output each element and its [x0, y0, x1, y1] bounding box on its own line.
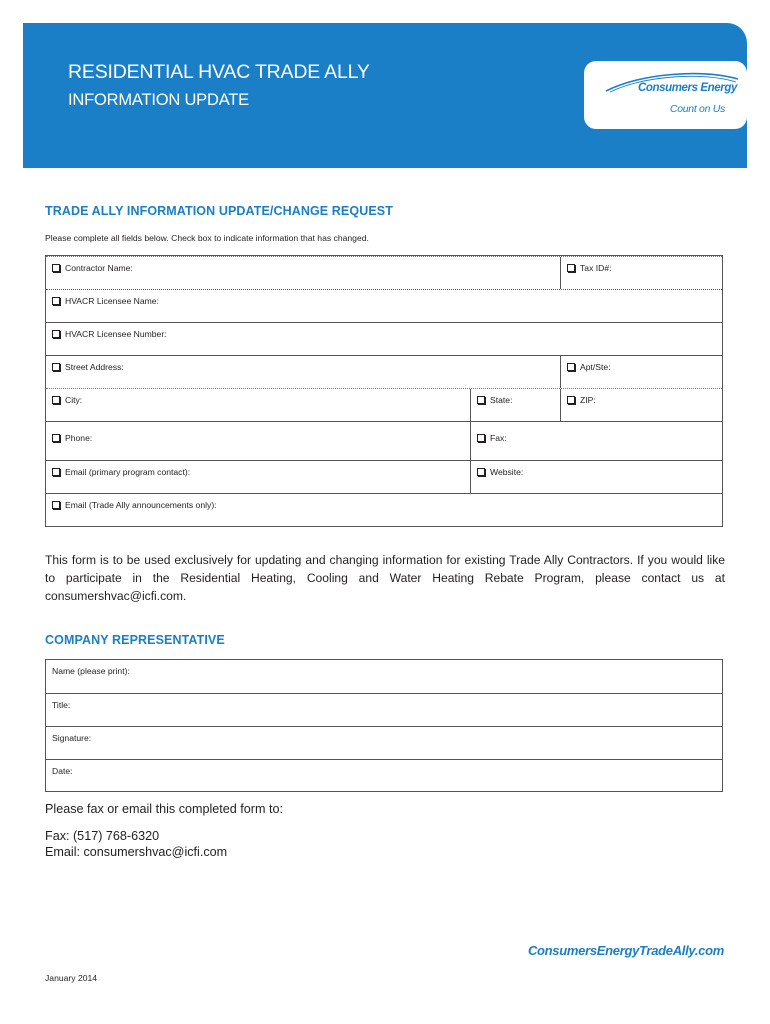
logo-name: Consumers Energy	[637, 82, 737, 94]
hvacr-licensee-number-field[interactable]	[46, 323, 722, 355]
field-label: Website:	[490, 467, 524, 477]
checkbox-icon[interactable]	[52, 501, 60, 509]
contractor-name-field[interactable]	[46, 257, 560, 289]
field-label: HVACR Licensee Number:	[65, 329, 167, 339]
field-label: Phone:	[65, 433, 93, 443]
field-label: Contractor Name:	[65, 263, 133, 273]
fax-number: Fax: (517) 768-6320	[45, 829, 160, 843]
table-row	[46, 355, 722, 388]
fax-field[interactable]	[470, 427, 722, 460]
checkbox-icon[interactable]	[52, 330, 60, 338]
table-row	[46, 759, 722, 791]
table-row	[46, 460, 722, 493]
notice-paragraph: This form is to be used exclusively for updating and changing information for existing Trade Ally Contractors. If you would like to participate in the Residential Heating, Cooling and Water Heating Rebate Program, please contact us at consumershvac@icfi.com.	[45, 553, 725, 603]
city-field[interactable]	[46, 389, 470, 421]
logo-tagline: Count on Us	[669, 103, 725, 115]
field-label: Tax ID#:	[580, 263, 612, 273]
checkbox-icon[interactable]	[477, 434, 485, 442]
field-label: Fax:	[490, 433, 507, 443]
table-row	[46, 427, 722, 460]
field-label: Apt/Ste:	[580, 362, 611, 372]
apt-ste-field[interactable]	[560, 356, 722, 388]
footer-date: January 2014	[45, 973, 98, 983]
email-primary-field[interactable]	[46, 461, 470, 493]
zip-field[interactable]	[560, 389, 722, 421]
street-address-field[interactable]	[46, 356, 560, 388]
checkbox-icon[interactable]	[567, 396, 575, 404]
table-row	[46, 256, 722, 289]
checkbox-icon[interactable]	[52, 396, 60, 404]
rep-name-field[interactable]	[46, 660, 722, 693]
email-announcements-field[interactable]	[46, 494, 722, 526]
company-representative-table	[45, 659, 723, 792]
field-label: State:	[490, 395, 513, 405]
form-subtitle: INFORMATION UPDATE	[68, 91, 249, 109]
rep-section-title: COMPANY REPRESENTATIVE	[45, 633, 225, 647]
instructions-text: Please complete all fields below. Check box to indicate information that has changed.	[45, 233, 369, 243]
checkbox-icon[interactable]	[52, 297, 60, 305]
rep-title-field[interactable]	[46, 694, 722, 726]
hvacr-licensee-name-field[interactable]	[46, 290, 722, 322]
phone-field[interactable]	[46, 427, 470, 460]
checkbox-icon[interactable]	[52, 468, 60, 476]
field-label: Signature:	[52, 733, 92, 743]
checkbox-icon[interactable]	[477, 468, 485, 476]
checkbox-icon[interactable]	[477, 396, 485, 404]
table-row	[46, 726, 722, 759]
form-title: RESIDENTIAL HVAC TRADE ALLY	[68, 61, 370, 83]
update-section-title: TRADE ALLY INFORMATION UPDATE/CHANGE REQUEST	[45, 204, 393, 218]
checkbox-icon[interactable]	[52, 434, 60, 442]
footer-url[interactable]: ConsumersEnergyTradeAlly.com	[527, 943, 724, 958]
table-row	[46, 493, 722, 526]
field-label: Email (Trade Ally announcements only):	[65, 500, 217, 510]
field-label: Email (primary program contact):	[65, 467, 191, 477]
header-banner	[23, 23, 747, 168]
checkbox-icon[interactable]	[52, 264, 60, 272]
table-row	[46, 660, 722, 693]
website-field[interactable]	[470, 461, 722, 493]
field-label: Title:	[52, 700, 71, 710]
field-label: HVACR Licensee Name:	[65, 296, 159, 306]
table-row	[46, 388, 722, 421]
field-label: ZIP:	[580, 395, 596, 405]
table-row	[46, 693, 722, 726]
checkbox-icon[interactable]	[52, 363, 60, 371]
submit-instruction: Please fax or email this completed form to:	[45, 802, 283, 816]
state-field[interactable]	[470, 389, 560, 421]
trade-ally-info-table	[45, 255, 723, 527]
field-label: Date:	[52, 766, 73, 776]
consumers-energy-logo	[584, 61, 747, 129]
rep-date-field[interactable]	[46, 760, 722, 791]
field-label: City:	[65, 395, 83, 405]
rep-signature-field[interactable]	[46, 727, 722, 759]
checkbox-icon[interactable]	[567, 264, 575, 272]
checkbox-icon[interactable]	[567, 363, 575, 371]
email-address: Email: consumershvac@icfi.com	[45, 845, 228, 859]
table-row	[46, 289, 722, 322]
tax-id-field[interactable]	[560, 257, 722, 289]
field-label: Name (please print):	[52, 666, 130, 676]
field-label: Street Address:	[65, 362, 124, 372]
table-row	[46, 322, 722, 355]
